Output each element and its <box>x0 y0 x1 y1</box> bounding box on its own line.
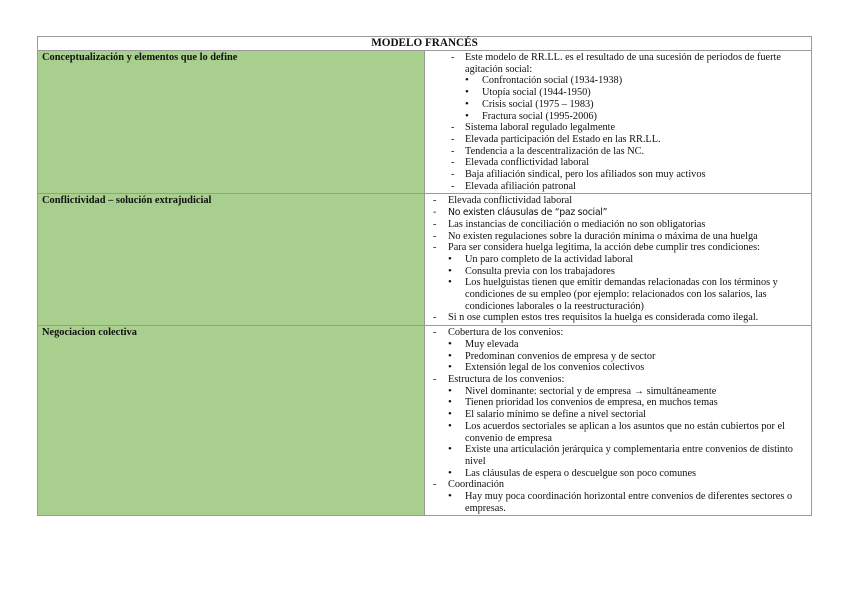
bullet-list <box>431 491 809 514</box>
bullet-item: • Nivel dominante: sectorial y de empresa → simultáneamente <box>448 386 809 398</box>
bullet-item: • Muy elevada <box>448 339 809 351</box>
list-item: - Si n ose cumplen estos tres requisitos la huelga es considerada como ilegal. <box>431 312 809 324</box>
title-row <box>38 37 812 51</box>
bullet-item: • Extensión legal de los convenios colectivos <box>448 362 809 374</box>
bullet-item: • El salario mínimo se define a nivel sectorial <box>448 409 809 421</box>
section-label: Negociacion colectiva <box>38 326 425 516</box>
bullet-item: • Utopía social (1944-1950) <box>465 87 809 99</box>
bullet-item: • Hay muy poca coordinación horizontal entre convenios de diferentes sectores o empresas. <box>448 491 809 514</box>
list-item: - Coordinación <box>431 479 809 491</box>
section-label: Conceptualización y elementos que lo define <box>38 51 425 194</box>
list-item: - Cobertura de los convenios: <box>431 327 809 339</box>
list-item: - No existen regulaciones sobre la duración mínima o máxima de una huelga <box>431 231 809 243</box>
section-content <box>425 51 812 194</box>
bullet-item: • Consulta previa con los trabajadores <box>448 266 809 278</box>
bullet-list <box>431 339 809 374</box>
bullet-item: • Existe una articulación jerárquica y complementaria entre convenios de distinto nivel <box>448 444 809 467</box>
modelo-frances-table <box>37 36 812 516</box>
list-item: - Elevada conflictividad laboral <box>431 195 809 207</box>
list-item: - Elevada conflictividad laboral <box>431 157 809 169</box>
dash-list <box>431 52 809 192</box>
section-row-negociacion <box>38 326 812 516</box>
bullet-group <box>431 491 809 514</box>
bullet-item: • Fractura social (1995-2006) <box>465 111 809 123</box>
table-title: MODELO FRANCÉS <box>38 37 812 51</box>
list-item: - Para ser considera huelga legitima, la acción debe cumplir tres condiciones: <box>431 242 809 254</box>
list-item: - Sistema laboral regulado legalmente <box>431 122 809 134</box>
bullet-item: • Las cláusulas de espera o descuelgue son poco comunes <box>448 468 809 480</box>
bullet-item: • Un paro completo de la actividad laboral <box>448 254 809 266</box>
list-item: - Las instancias de conciliación o mediación no son obligatorias <box>431 219 809 231</box>
bullet-item: • Crisis social (1975 – 1983) <box>465 99 809 111</box>
bullet-item: • Confrontación social (1934-1938) <box>465 75 809 87</box>
dash-list <box>431 327 809 514</box>
bullet-item: • Predominan convenios de empresa y de sector <box>448 351 809 363</box>
bullet-group <box>431 386 809 480</box>
bullet-list <box>431 254 809 313</box>
bullet-item: • Tienen prioridad los convenios de empresa, en muchos temas <box>448 397 809 409</box>
list-item-text: Este modelo de RR.LL. es el resultado de una sucesión de periodos de fuerte agitación social: <box>465 52 781 75</box>
section-row-conflictividad <box>38 194 812 326</box>
section-content <box>425 326 812 516</box>
dash-list <box>431 195 809 324</box>
bullet-list <box>431 75 809 122</box>
bullet-group <box>431 254 809 313</box>
bullet-group <box>431 339 809 374</box>
list-item: - Elevada participación del Estado en las RR.LL. <box>431 134 809 146</box>
bullet-list <box>431 386 809 480</box>
list-item: - Elevada afiliación patronal <box>431 181 809 193</box>
section-label: Conflictividad – solución extrajudicial <box>38 194 425 326</box>
bullet-item: • Los acuerdos sectoriales se aplican a los asuntos que no están cubiertos por el convenio de empresa <box>448 421 809 444</box>
bullet-item: • Los huelguistas tienen que emitir demandas relacionadas con los términos y condiciones de su empleo (por ejemplo: relacionados con los salarios, las condiciones laborales o la reestructuración) <box>448 277 809 312</box>
list-item: - No existen cláusulas de “paz social” <box>431 207 809 219</box>
list-item: - Estructura de los convenios: <box>431 374 809 386</box>
section-row-conceptualizacion <box>38 51 812 194</box>
bullet-group <box>431 75 809 122</box>
list-item: - Baja afiliación sindical, pero los afiliados son muy activos <box>431 169 809 181</box>
list-item: - Tendencia a la descentralización de las NC. <box>431 146 809 158</box>
section-content <box>425 194 812 326</box>
list-item <box>431 52 809 75</box>
